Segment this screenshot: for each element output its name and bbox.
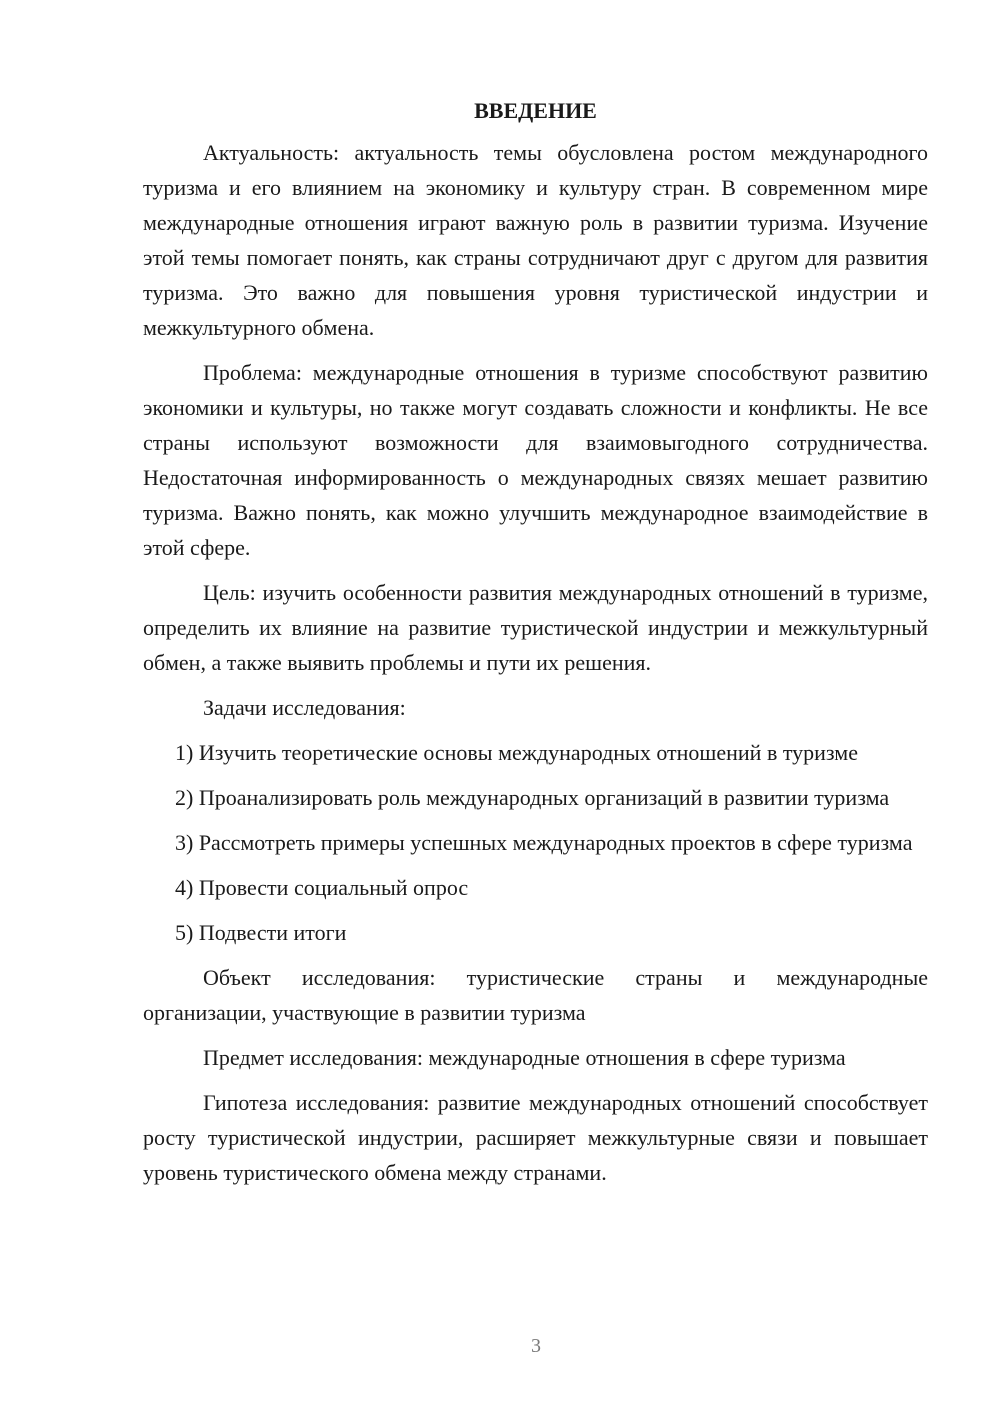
- task-item: 3) Рассмотреть примеры успешных международных проектов в сфере туризма: [175, 830, 913, 855]
- page-content: [143, 97, 928, 1200]
- goal-paragraph: Цель: изучить особенности развития международных отношений в туризме, определить их влияние на развитие туристической индустрии и межкультурный обмен, а также выявить проблемы и пути их решения.: [143, 580, 928, 675]
- section-title: ВВЕДЕНИЕ: [474, 98, 597, 123]
- relevance-paragraph: Актуальность: актуальность темы обусловлена ростом международного туризма и его влиянием на экономику и культуру стран. В современном мире международные отношения играют важную роль в развитии туризма. Изучение этой темы помогает понять, как страны сотрудничают друг с другом для развития туризма. Это важно для повышения уровня туристической индустрии и межкультурного обмена.: [143, 140, 928, 340]
- task-item: 2) Проанализировать роль международных организаций в развитии туризма: [175, 785, 890, 810]
- problem-paragraph: Проблема: международные отношения в туризме способствуют развитию экономики и культуры, но также могут создавать сложности и конфликты. Не все страны используют возможности для взаимовыгодного сотрудничества. Недостаточная информированность о международных связях мешает развитию туризма. Важно понять, как можно улучшить международное взаимодействие в этой сфере.: [143, 360, 928, 560]
- hypothesis-paragraph: Гипотеза исследования: развитие международных отношений способствует росту туристической индустрии, расширяет межкультурные связи и повышает уровень туристического обмена между странами.: [143, 1090, 928, 1185]
- tasks-heading: Задачи исследования:: [203, 695, 406, 720]
- task-item: 5) Подвести итоги: [175, 920, 347, 945]
- object-paragraph: Объект исследования: туристические страны и международные организации, участвующие в развитии туризма: [143, 965, 928, 1025]
- page-number: 3: [531, 1335, 541, 1357]
- task-item: 4) Провести социальный опрос: [175, 875, 469, 900]
- subject-paragraph: Предмет исследования: международные отношения в сфере туризма: [203, 1045, 846, 1070]
- task-item: 1) Изучить теоретические основы международных отношений в туризме: [175, 740, 858, 765]
